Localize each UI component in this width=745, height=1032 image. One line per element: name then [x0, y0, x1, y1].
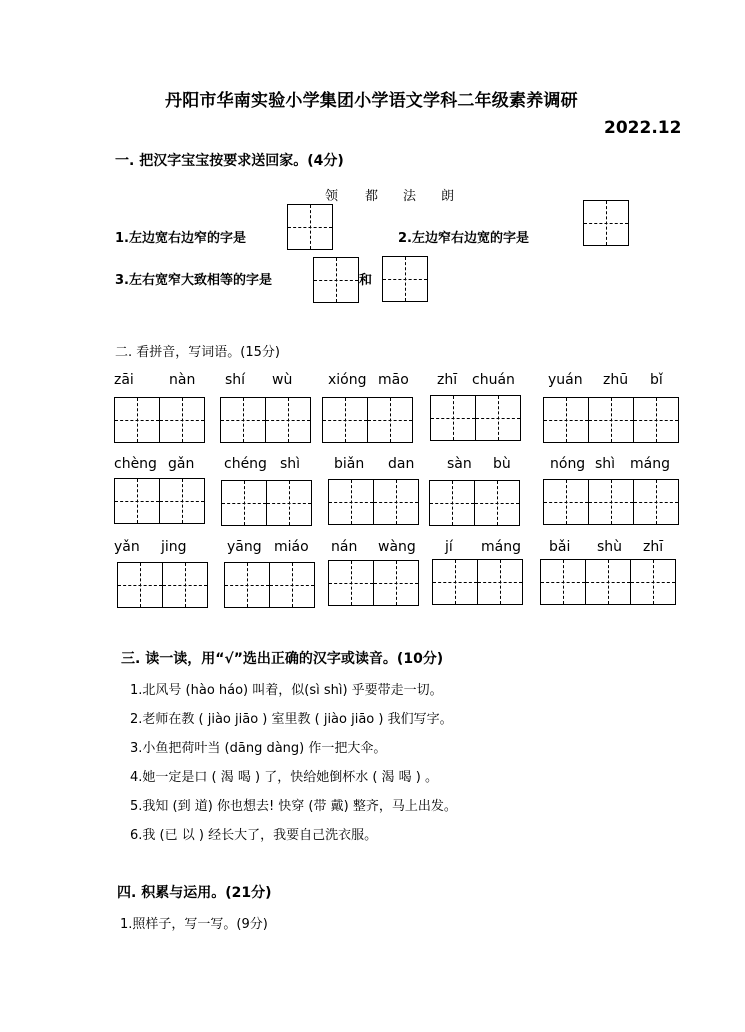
section1-heading: 一. 把汉字宝宝按要求送回家。(4分): [115, 153, 344, 169]
pinyin: nàn: [169, 372, 196, 388]
pinyin: bǐ: [650, 372, 663, 388]
answer-box-q3-b[interactable]: [382, 256, 428, 302]
section3-item-6: 6.我 (已 以 ) 经长大了，我要自己洗衣服。: [130, 828, 378, 843]
word-grid[interactable]: [224, 562, 315, 608]
answer-box-q1[interactable]: [287, 204, 333, 250]
word-grid[interactable]: [328, 560, 419, 606]
pinyin: zhī: [643, 539, 664, 555]
section1-char-4: 朗: [441, 189, 455, 204]
pinyin: zāi: [114, 372, 134, 388]
section3-item-4: 4.她一定是口 ( 渴 喝 ) 了，快给她倒杯水 ( 渴 喝 ) 。: [130, 770, 439, 785]
pinyin: bǎi: [549, 539, 571, 555]
section1-q3-and: 和: [359, 273, 373, 288]
section1-char-3: 法: [403, 189, 417, 204]
section1-q3-label: 3.左右宽窄大致相等的字是: [115, 273, 272, 288]
word-grid[interactable]: [543, 397, 679, 443]
section1-q1-label: 1.左边宽右边窄的字是: [115, 231, 246, 246]
word-grid[interactable]: [114, 478, 205, 524]
pinyin: shí: [225, 372, 246, 388]
pinyin: wàng: [378, 539, 416, 555]
section3-item-3: 3.小鱼把荷叶当 (dāng dàng) 作一把大伞。: [130, 741, 387, 756]
word-grid[interactable]: [220, 397, 311, 443]
answer-box-q3-a[interactable]: [313, 257, 359, 303]
word-grid[interactable]: [322, 397, 413, 443]
section3-item-5: 5.我知 (到 道) 你也想去! 快穿 (带 戴) 整齐，马上出发。: [130, 799, 457, 814]
pinyin: bù: [493, 456, 511, 472]
section3-item-1: 1.北风号 (hào háo) 叫着，似(sì shì) 乎要带走一切。: [130, 683, 443, 698]
word-grid[interactable]: [221, 480, 312, 526]
pinyin: xióng: [328, 372, 367, 388]
pinyin: jing: [161, 539, 187, 555]
word-grid[interactable]: [117, 562, 208, 608]
section1-q2-label: 2.左边窄右边宽的字是: [398, 231, 529, 246]
pinyin: biǎn: [334, 456, 365, 472]
word-grid[interactable]: [429, 480, 520, 526]
pinyin: miáo: [274, 539, 309, 555]
exam-date: 2022.12: [604, 118, 682, 138]
section3-item-2: 2.老师在教 ( jiào jiāo ) 室里教 ( jiào jiāo ) 我们写字。: [130, 712, 453, 727]
pinyin: nán: [331, 539, 358, 555]
pinyin: māo: [378, 372, 409, 388]
pinyin: gǎn: [168, 456, 195, 472]
pinyin: yuán: [548, 372, 583, 388]
section2-heading: 二. 看拼音，写词语。(15分): [115, 345, 280, 360]
word-grid[interactable]: [430, 395, 521, 441]
word-grid[interactable]: [543, 479, 679, 525]
pinyin: shù: [597, 539, 623, 555]
word-grid[interactable]: [328, 479, 419, 525]
section3-heading: 三. 读一读，用“√”选出正确的汉字或读音。(10分): [121, 651, 444, 667]
pinyin: dan: [388, 456, 415, 472]
section4-q1: 1.照样子，写一写。(9分): [120, 917, 268, 932]
pinyin: nóng: [550, 456, 586, 472]
page-title: 丹阳市华南实验小学集团小学语文学科二年级素养调研: [165, 91, 578, 111]
pinyin: zhū: [603, 372, 629, 388]
pinyin: yǎn: [114, 539, 140, 555]
pinyin: chéng: [224, 456, 267, 472]
word-grid[interactable]: [432, 559, 523, 605]
section1-char-1: 领: [325, 189, 339, 204]
answer-box-q2[interactable]: [583, 200, 629, 246]
pinyin: zhī: [437, 372, 458, 388]
section4-heading: 四. 积累与运用。(21分): [117, 885, 272, 901]
pinyin: shì: [280, 456, 301, 472]
pinyin: shì: [595, 456, 616, 472]
pinyin: jí: [445, 539, 453, 555]
word-grid[interactable]: [540, 559, 676, 605]
pinyin: sàn: [447, 456, 472, 472]
pinyin: yāng: [227, 539, 262, 555]
section1-char-2: 都: [365, 189, 379, 204]
pinyin: chuán: [472, 372, 515, 388]
pinyin: wù: [272, 372, 293, 388]
pinyin: máng: [630, 456, 670, 472]
pinyin: chèng: [114, 456, 157, 472]
word-grid[interactable]: [114, 397, 205, 443]
pinyin: máng: [481, 539, 521, 555]
